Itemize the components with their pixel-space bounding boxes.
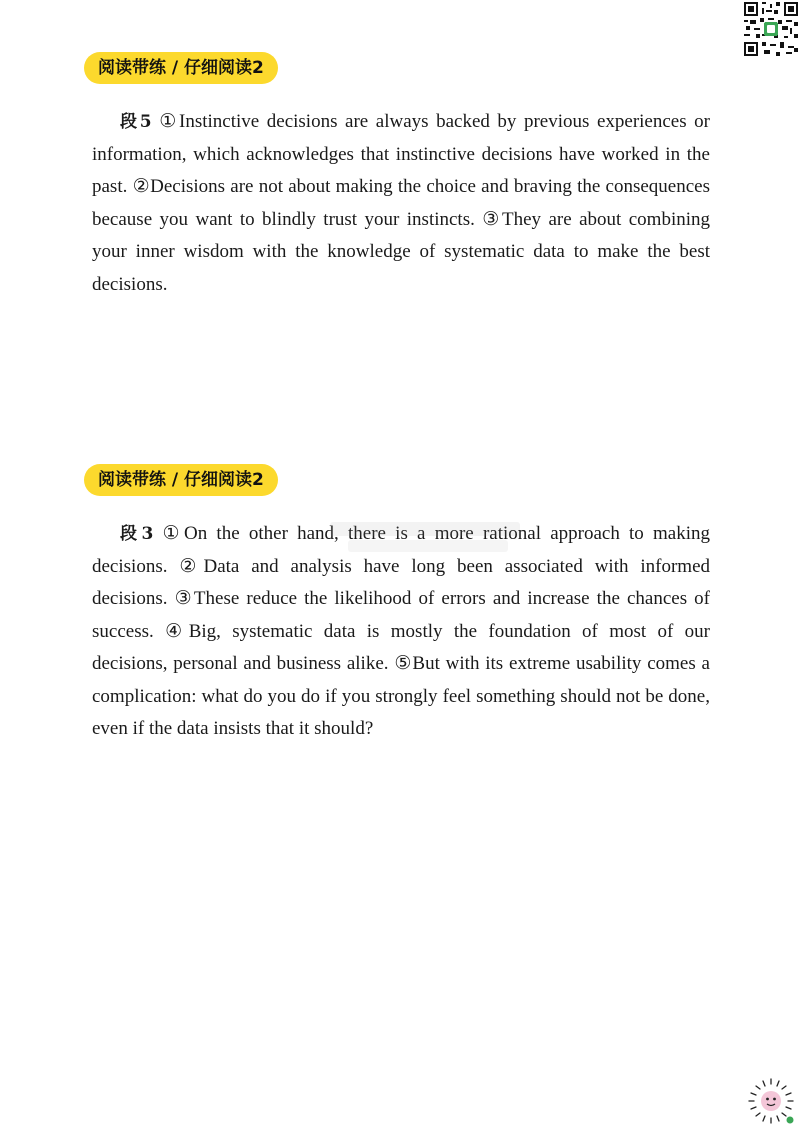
section-tag: 阅读带练 / 仔细阅读2 — [84, 464, 278, 496]
section-tag: 阅读带练 / 仔细阅读2 — [84, 52, 278, 84]
sentence-3: ③These reduce the likelihood of errors and increase the chances of success. — [92, 588, 710, 642]
sentence-1: ①On the other hand, there is a more rational approach to making decisions. — [92, 523, 711, 577]
sentence-4: ④Big, systematic data is mostly the foundation of most of our decisions, personal and business alike. — [92, 620, 711, 674]
sentence-3: ③They are about combining your inner wisdom with the knowledge of systematic data to make the best decisions. — [92, 208, 711, 295]
sentence-1: ①Instinctive decisions are always backed by previous experiences or information, which acknowledges that instinctive decisions have worked in the past. — [92, 111, 710, 197]
reading-section-1 — [84, 52, 710, 301]
paragraph-label: 段5 — [120, 112, 152, 132]
paragraph-label: 段3 — [120, 524, 154, 544]
sentence-5: ⑤But with its extreme usability comes a complication: what do you do if you strongly feel something should not be done, even if the data insists that it should? — [92, 653, 710, 739]
reading-section-2 — [84, 464, 710, 746]
passage-paragraph — [84, 518, 710, 746]
sentence-2: ②Data and analysis have long been associated with informed decisions. — [92, 555, 710, 609]
sentence-2: ②Decisions are not about making the choice and braving the consequences because you want to blindly trust your instincts. — [92, 176, 710, 230]
mini-program-code-icon[interactable] — [746, 1076, 796, 1126]
passage-paragraph — [84, 106, 710, 301]
qr-code-icon[interactable] — [744, 2, 798, 56]
